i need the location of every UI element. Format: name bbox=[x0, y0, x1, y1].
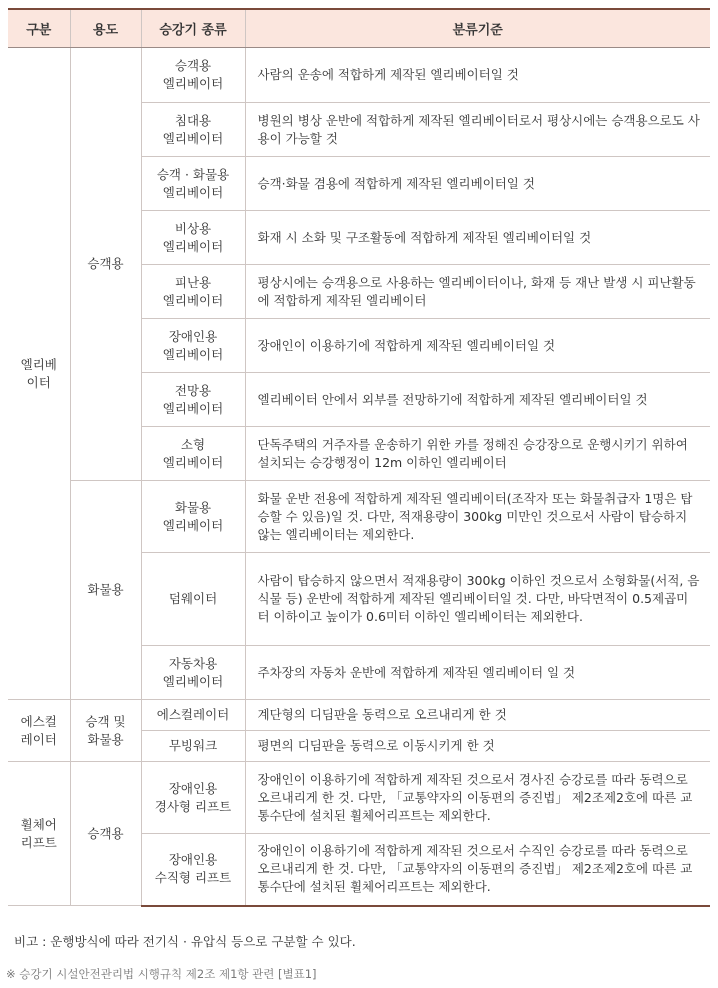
classification-table-wrap bbox=[8, 8, 710, 907]
table-row bbox=[8, 762, 710, 834]
row-criteria: 장애인이 이용하기에 적합하게 제작된 것으로서 수직인 승강로를 따라 동력으로 오르내리게 한 것. 다만, 「교통약자의 이동편의 증진법」 제2조제2호에 따른 교통수단에 설치된 휠체어리프트는 제외한다. bbox=[245, 834, 710, 906]
table-row bbox=[8, 481, 710, 553]
row-criteria: 사람이 탑승하지 않으면서 적재용량이 300kg 이하인 것으로서 소형화물(서적, 음식물 등) 운반에 적합하게 제작된 엘리베이터일 것. 다만, 바닥면적이 0.5제곱미터 이하이고 높이가 0.6미터 이하인 엘리베이터는 제외한다. bbox=[245, 553, 710, 646]
row-criteria: 병원의 병상 운반에 적합하게 제작된 엘리베이터로서 평상시에는 승객용으로도 사용이 가능할 것 bbox=[245, 103, 710, 157]
row-criteria: 주차장의 자동차 운반에 적합하게 제작된 엘리베이터 일 것 bbox=[245, 646, 710, 700]
use-passenger-lift: 승객용 bbox=[70, 762, 141, 906]
group-escalator: 에스컬 레이터 bbox=[8, 700, 70, 762]
row-type: 에스컬레이터 bbox=[141, 700, 245, 731]
header-criteria: 분류기준 bbox=[245, 9, 710, 48]
row-criteria: 평상시에는 승객용으로 사용하는 엘리베이터이나, 화재 등 재난 발생 시 피난활동에 적합하게 제작된 엘리베이터 bbox=[245, 265, 710, 319]
header-type: 승강기 종류 bbox=[141, 9, 245, 48]
row-type: 장애인용 경사형 리프트 bbox=[141, 762, 245, 834]
header-category: 구분 bbox=[8, 9, 70, 48]
row-type: 무빙워크 bbox=[141, 731, 245, 762]
row-type: 덤웨이터 bbox=[141, 553, 245, 646]
row-criteria: 화물 운반 전용에 적합하게 제작된 엘리베이터(조작자 또는 화물취급자 1명은 탑승할 수 있음)일 것. 다만, 적재용량이 300kg 미만인 것으로서 사람이 탑승하지 않는 엘리베이터는 제외한다. bbox=[245, 481, 710, 553]
row-criteria: 화재 시 소화 및 구조활동에 적합하게 제작된 엘리베이터일 것 bbox=[245, 211, 710, 265]
row-type: 장애인용 수직형 리프트 bbox=[141, 834, 245, 906]
group-wheelchair-lift: 휠체어 리프트 bbox=[8, 762, 70, 906]
row-criteria: 엘리베이터 안에서 외부를 전망하기에 적합하게 제작된 엘리베이터일 것 bbox=[245, 373, 710, 427]
group-elevator: 엘리베 이터 bbox=[8, 48, 70, 700]
row-criteria: 사람의 운송에 적합하게 제작된 엘리베이터일 것 bbox=[245, 48, 710, 103]
row-type: 침대용 엘리베이터 bbox=[141, 103, 245, 157]
row-criteria: 장애인이 이용하기에 적합하게 제작된 엘리베이터일 것 bbox=[245, 319, 710, 373]
row-type: 화물용 엘리베이터 bbox=[141, 481, 245, 553]
use-passenger-freight: 승객 및 화물용 bbox=[70, 700, 141, 762]
row-type: 승객 · 화물용 엘리베이터 bbox=[141, 157, 245, 211]
table-row bbox=[8, 48, 710, 103]
use-freight: 화물용 bbox=[70, 481, 141, 700]
row-criteria: 단독주택의 거주자를 운송하기 위한 카를 정해진 승강장으로 운행시키기 위하여 설치되는 승강행정이 12m 이하인 엘리베이터 bbox=[245, 427, 710, 481]
row-type: 승객용 엘리베이터 bbox=[141, 48, 245, 103]
row-type: 자동차용 엘리베이터 bbox=[141, 646, 245, 700]
row-criteria: 장애인이 이용하기에 적합하게 제작된 것으로서 경사진 승강로를 따라 동력으로 오르내리게 한 것. 다만, 「교통약자의 이동편의 증진법」 제2조제2호에 따른 교통수단에 설치된 휠체어리프트는 제외한다. bbox=[245, 762, 710, 834]
row-type: 전망용 엘리베이터 bbox=[141, 373, 245, 427]
table-row bbox=[8, 700, 710, 731]
row-criteria: 계단형의 디딤판을 동력으로 오르내리게 한 것 bbox=[245, 700, 710, 731]
use-passenger: 승객용 bbox=[70, 48, 141, 481]
row-criteria: 승객·화물 겸용에 적합하게 제작된 엘리베이터일 것 bbox=[245, 157, 710, 211]
row-type: 소형 엘리베이터 bbox=[141, 427, 245, 481]
header-use: 용도 bbox=[70, 9, 141, 48]
row-type: 피난용 엘리베이터 bbox=[141, 265, 245, 319]
table-note: 비고 : 운행방식에 따라 전기식 · 유압식 등으로 구분할 수 있다. bbox=[14, 934, 356, 949]
row-type: 비상용 엘리베이터 bbox=[141, 211, 245, 265]
row-type: 장애인용 엘리베이터 bbox=[141, 319, 245, 373]
table-header-row bbox=[8, 9, 710, 48]
elevator-classification-table bbox=[8, 8, 710, 907]
source-citation: ※ 승강기 시설안전관리법 시행규칙 제2조 제1항 관련 [별표1] bbox=[6, 967, 317, 981]
row-criteria: 평면의 디딤판을 동력으로 이동시키게 한 것 bbox=[245, 731, 710, 762]
